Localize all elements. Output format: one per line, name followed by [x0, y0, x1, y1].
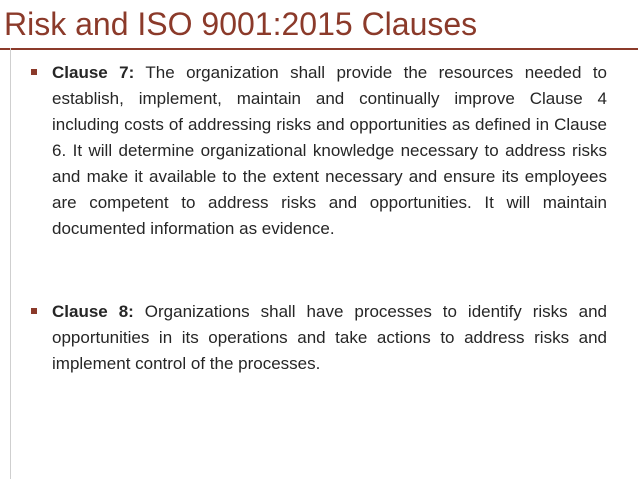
square-bullet-icon	[31, 308, 37, 314]
clause-label: Clause 8:	[52, 302, 134, 321]
bullet-clause-7	[31, 60, 607, 242]
clause-body: The organization shall provide the resources needed to establish, implement, maintain and continually improve Clause 4 including costs of addressing risks and opportunities as defined in Clause 6. It will determine organizational knowledge necessary to address risks and make it available to the extent necessary and ensure its employees are competent to address risks and opportunities. It will maintain documented information as evidence.	[52, 63, 608, 238]
clause-label: Clause 7:	[52, 63, 135, 82]
left-margin-rule	[10, 48, 11, 479]
bullet-text	[52, 60, 607, 242]
bullet-text	[52, 299, 607, 377]
bullet-clause-8	[31, 299, 607, 377]
clause-body: Organizations shall have processes to identify risks and opportunities in its operations and take actions to address risks and implement control of the processes.	[52, 302, 607, 373]
slide-title: Risk and ISO 9001:2015 Clauses	[4, 6, 478, 42]
square-bullet-icon	[31, 69, 37, 75]
title-underline	[0, 48, 638, 50]
